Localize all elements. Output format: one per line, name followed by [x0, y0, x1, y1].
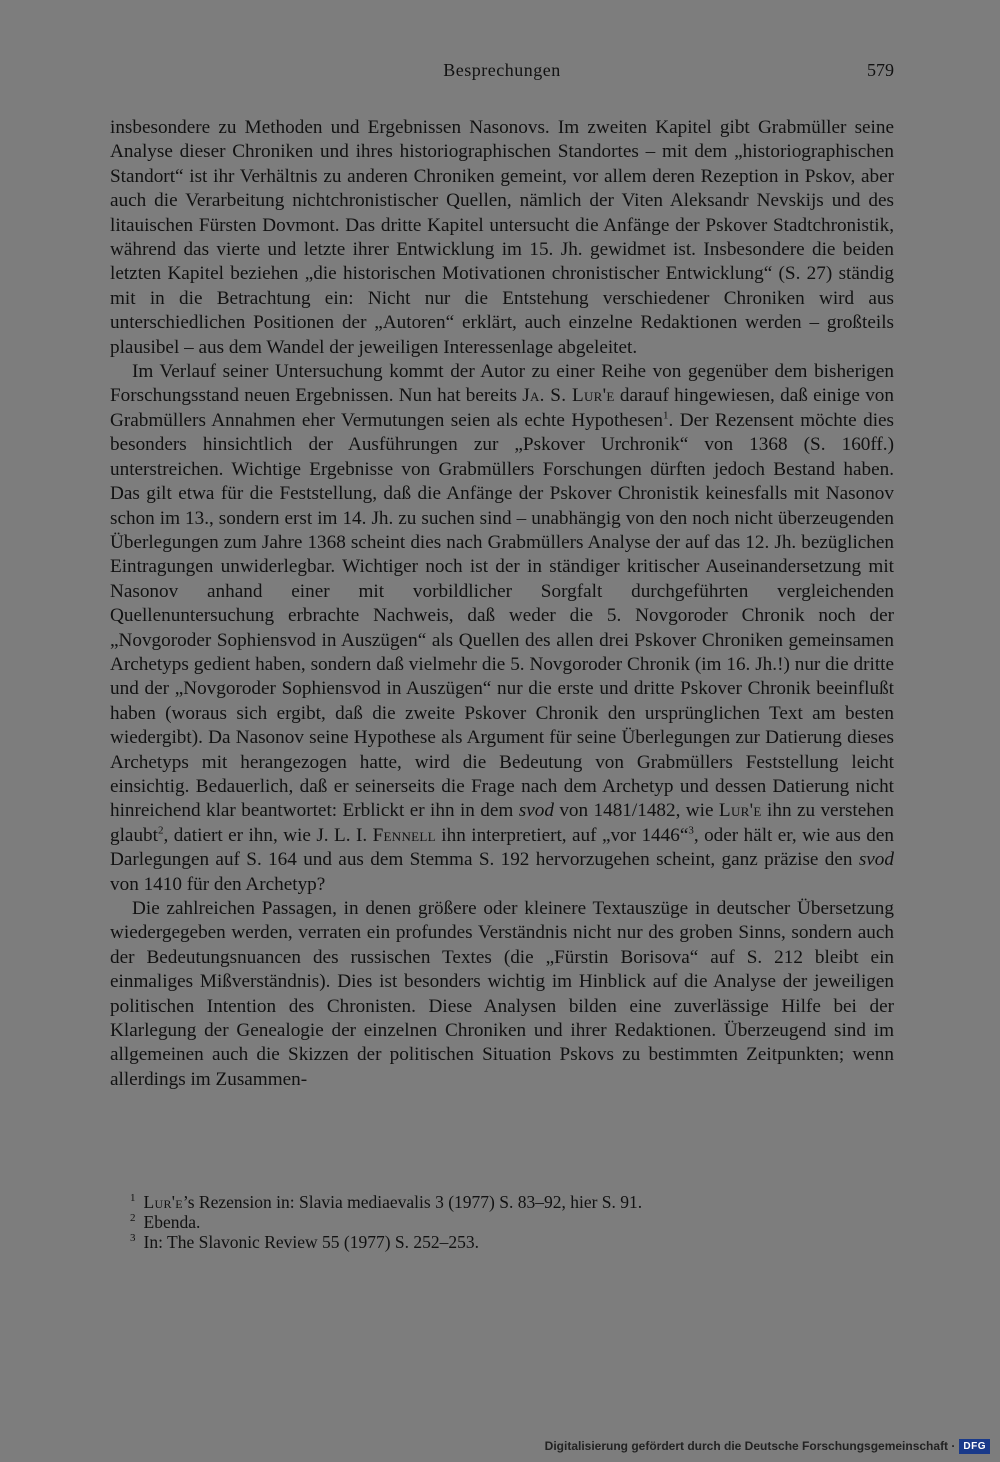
paragraph-3: Die zahlreichen Passagen, in denen größere oder kleinere Textauszüge in deutscher Übersetzung wiedergegeben werden, verraten ein profundes Verständnis nicht nur des groben Sinns, sondern auch der Bedeutungsnuancen des russischen Textes (die „Fürstin Borisova“ auf S. 212 bleibt ein einmaliges Mißverständnis). Dies ist besonders wichtig im Hinblick auf die Analyse der jeweiligen politischen Intention des Chronisten. Diese Analysen bilden eine zuverlässige Hilfe bei der Klarlegung der Genealogie der einzelnen Chroniken und ihrer Redaktionen. Überzeugend sind im allgemeinen auch die Skizzen der politischen Situation Pskovs zu bestimmten Zeitpunkten; wenn allerdings im Zusammen- — [110, 898, 894, 1090]
footnote-2 — [130, 1212, 890, 1232]
text-segment: ihn interpretiert, auf „vor 1446“ — [435, 824, 689, 846]
text-segment: ihn zu verstehen glaubt — [110, 800, 894, 846]
page-number: 579 — [867, 60, 894, 80]
footnotes — [130, 1192, 890, 1252]
text-segment: darauf hingewiesen, daß einige von Grabmüllers Annahmen eher Vermutungen seien als echte Hypothesen — [110, 385, 894, 431]
footnote-marker: 2 — [130, 1212, 136, 1225]
author-name: Lur'e — [718, 800, 762, 822]
funding-notice — [545, 1436, 990, 1456]
text-segment: , oder hält er, wie aus den Darlegungen auf S. 164 und aus dem Stemma S. 192 hervorzugehen scheint, ganz präzise den — [110, 824, 894, 871]
article-body — [110, 116, 894, 1092]
author-name: Fennell — [372, 824, 436, 846]
funding-text: Digitalisierung gefördert durch die Deutsche Forschungsgemeinschaft · — [544, 1439, 956, 1453]
author-name: Lur'e — [143, 1192, 183, 1212]
text-segment: Im Verlauf seiner Untersuchung kommt der Autor zu einer Reihe von gegenüber dem bisherigen Forschungsstand neuen Ergebnissen. Nun hat bereits — [110, 361, 894, 407]
running-title: Besprechungen — [443, 60, 561, 80]
text-segment: . Der Rezensent möchte dies besonders hinsichtlich der Ausführungen zur „Pskover Urchronik“ von 1368 (S. 160ff.) unterstreichen. Wichtige Ergebnisse von Grabmüllers Forschungen dürften jedoch Bestand haben. Das gilt etwa für die Feststellung, daß die Anfänge der Pskover Chronistik keinesfalls mit Nasonov schon im 13., sondern erst im 14. Jh. zu suchen sind – unabhängig von den noch nicht überzeugenden Überlegungen zum Jahre 1368 scheint dies nach Grabmüllers Analyse der auf das 12. Jh. bezüglichen Eintragungen unwiderlegbar. Wichtiger noch ist der in ständiger kritischer Auseinandersetzung mit Nasonov anhand einer mit vorbildlicher Sorgfalt durchgeführten vergleichenden Quellenuntersuchung erbrachte Nachweis, daß weder die 5. Novgoroder Chronik noch der „Novgoroder Sophiensvod in Auszügen“ als Quellen des allen drei Pskover Chroniken gemeinsamen Archetyps gedient haben, sondern daß vielmehr die 5. Novgoroder Chronik (im 16. Jh.!) nur die dritte und der „Novgoroder Sophiensvod in Auszügen“ nur die erste und dritte Pskover Chronik beeinflußt haben (woraus sich ergibt, daß die zweite Pskover Chronik den ursprünglichen Text am besten wiedergibt). Da Nasonov seine Hypothese als Argument für seine Überlegungen zur Datierung dieses Archetyps mit herangezogen hatte, wird die Bedeutung von Grabmüllers Feststellung leicht einsichtig. Bedauerlich, daß er seinerseits die Frage nach dem Archetyp und dessen Datierung nicht hinreichend klar beantwortet: Erblickt er ihn in dem — [110, 409, 895, 822]
italic-term: svod — [518, 800, 554, 822]
footnote-text: ’s Rezension in: Slavia mediaevalis 3 (1977) S. 83–92, hier S. 91. — [182, 1192, 643, 1212]
footnote-text: In: The Slavonic Review 55 (1977) S. 252–253. — [143, 1232, 480, 1252]
footnote-1 — [130, 1192, 890, 1212]
author-name: Ja. S. Lur'e — [522, 385, 615, 407]
text-segment: von 1410 für den Archetyp? — [110, 873, 326, 895]
paragraph-2 — [110, 360, 894, 897]
page-header — [110, 60, 894, 86]
footnote-ref: 2 — [157, 824, 164, 837]
text-segment: von 1481/1482, wie — [553, 800, 719, 822]
footnote-3 — [130, 1232, 890, 1252]
footnote-ref: 3 — [688, 824, 694, 837]
footnote-marker: 3 — [130, 1232, 136, 1245]
footnote-ref: 1 — [662, 409, 669, 422]
italic-term: svod — [858, 849, 894, 871]
dfg-logo: DFG — [959, 1439, 990, 1454]
footnote-text: Ebenda. — [143, 1212, 201, 1232]
paragraph-1: insbesondere zu Methoden und Ergebnissen Nasonovs. Im zweiten Kapitel gibt Grabmüller seine Analyse dieser Chroniken und ihres historiographischen Standortes – mit dem „historiographischen Standort“ ist ihr Verhältnis zu anderen Chroniken gemeint, vor allem deren Rezeption in Pskov, aber auch die Verarbeitung nichtchronistischer Quellen, nämlich der Viten Aleksandr Nevskijs und des litauischen Fürsten Dovmont. Das dritte Kapitel untersucht die Anfänge der Pskover Stadtchronistik, während das vierte und letzte ihrer Entwicklung im 15. Jh. gewidmet ist. Insbesondere die beiden letzten Kapitel beziehen „die historischen Motivationen chronistischer Entwicklung“ (S. 27) ständig mit in die Betrachtung ein: Nicht nur die Entstehung verschiedener Chroniken wird aus unterschiedlichen Positionen der „Autoren“ erklärt, auch einzelne Redaktionen werden – großteils plausibel – aus dem Wandel der jeweiligen Interessenlage abgeleitet. — [110, 117, 894, 358]
text-segment: , datiert er ihn, wie J. L. I. — [163, 824, 373, 846]
footnote-marker: 1 — [130, 1192, 136, 1205]
